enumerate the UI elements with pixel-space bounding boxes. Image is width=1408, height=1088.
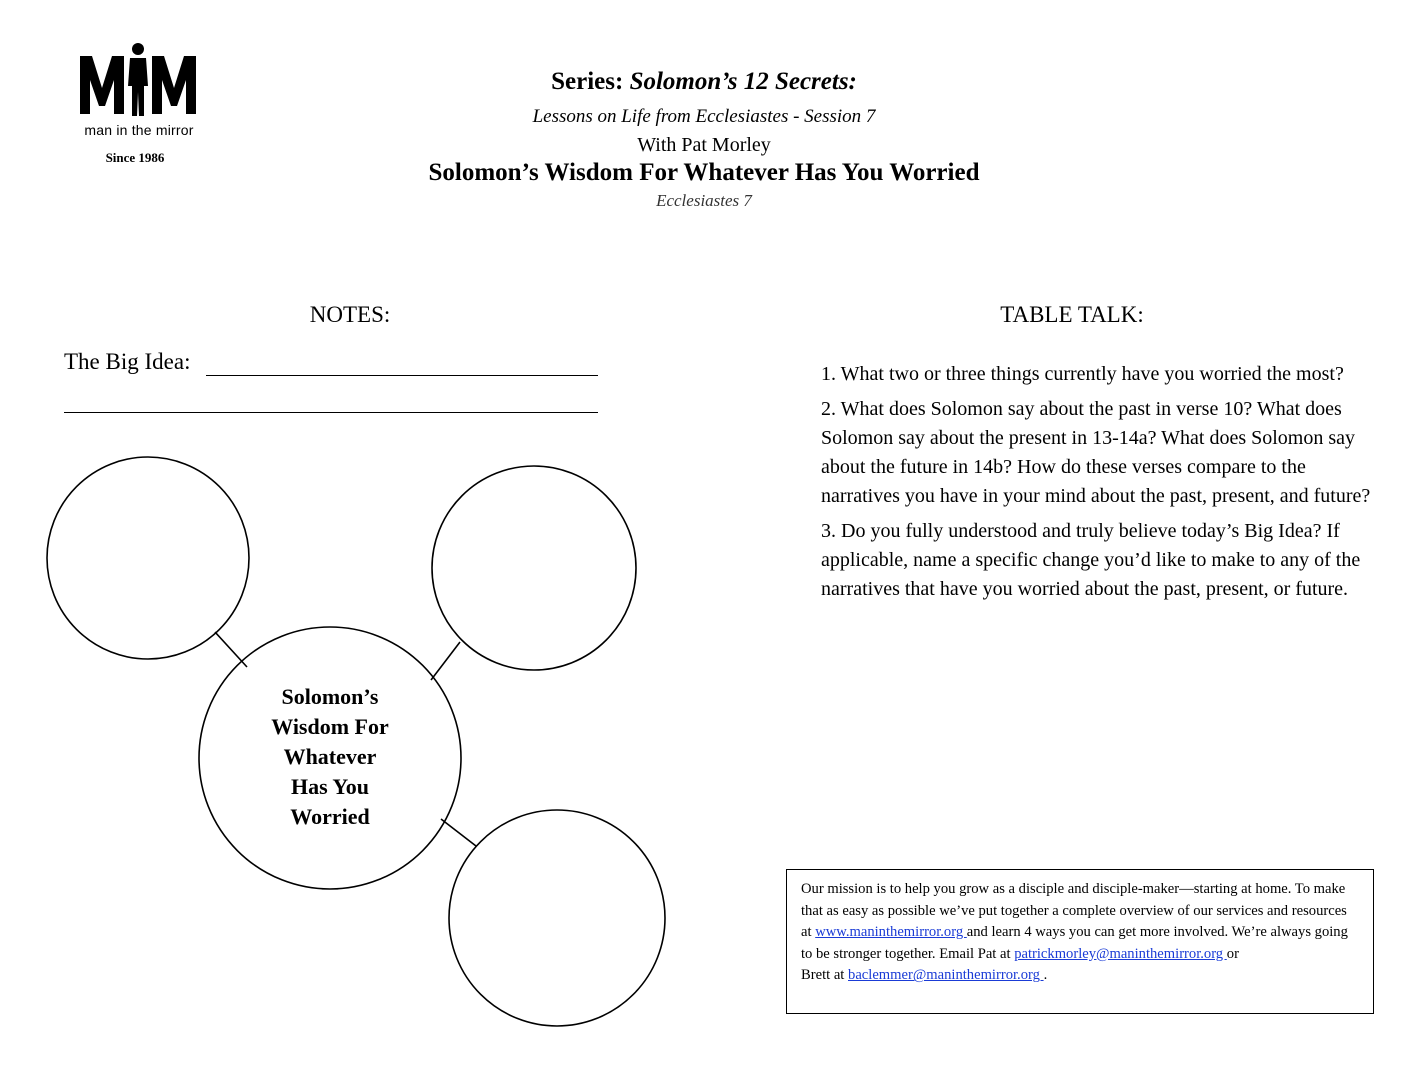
mission-text-5: . — [1043, 967, 1048, 984]
hub-label-line: Whatever — [283, 744, 377, 769]
hub-label-line: Wisdom For — [271, 714, 389, 739]
top-left-circle — [47, 457, 249, 659]
connector-top-left — [215, 632, 247, 667]
page-title: Solomon’s Wisdom For Whatever Has You Worried — [428, 159, 980, 186]
mission-text-3: or — [1226, 945, 1239, 962]
series-title: Solomon’s 12 Secrets: — [629, 68, 857, 95]
mission-box — [786, 869, 1374, 1014]
top-right-circle — [432, 466, 636, 670]
question-2: 2. What does Solomon say about the past in verse 10? What does Solomon say about the present in 13-14a? What does Solomon say about the future in 14b? How do these verses compare to the narratives you have in your mind about the past, present, and future? — [821, 398, 1371, 507]
logo-tagline: man in the mirror — [84, 122, 194, 138]
mission-text-2: and learn 4 ways you can get more involved. We’re always going to be stronger together. Email Pat at — [801, 924, 1348, 962]
mission-text-1: Our mission is to help you grow as a disciple and disciple-maker—starting at home. To make that as easy as possible we’ve put together a complete overview of our services and resources at — [801, 881, 1347, 941]
logo-since: Since 1986 — [105, 150, 165, 165]
hub-label — [230, 682, 430, 832]
big-idea-label: The Big Idea: — [64, 349, 191, 374]
session-subtitle: Lessons on Life from Ecclesiastes - Session 7 — [532, 106, 876, 127]
hub-label-line: Solomon’s — [281, 684, 379, 709]
big-idea-blank-line-1 — [206, 351, 598, 376]
question-1: 1. What two or three things currently have you worried the most? — [821, 363, 1344, 385]
scripture-reference: Ecclesiastes 7 — [656, 191, 752, 210]
mission-text-4: Brett at — [801, 967, 849, 984]
table-talk-heading: TABLE TALK: — [1000, 302, 1144, 327]
brett-email-link[interactable]: baclemmer@maninthemirror.org — [848, 967, 1044, 984]
hub-label-line: Has You — [290, 774, 370, 799]
series-line — [0, 68, 1408, 96]
connector-bottom-right — [441, 819, 476, 846]
question-3: 3. Do you fully understood and truly believe today’s Big Idea? If applicable, name a specific change you’d like to make to any of the narratives that have you worried about the past, present, or future. — [821, 520, 1361, 600]
connector-top-right — [431, 642, 460, 680]
bottom-right-circle — [449, 810, 665, 1026]
website-link[interactable]: www.maninthemirror.org — [815, 924, 967, 941]
pat-email-link[interactable]: patrickmorley@maninthemirror.org — [1014, 945, 1227, 962]
series-prefix: Series: — [551, 68, 630, 95]
table-talk-questions — [821, 360, 1381, 610]
big-idea-blank-line-2 — [64, 396, 598, 413]
presenter: With Pat Morley — [637, 134, 771, 156]
notes-heading: NOTES: — [309, 302, 391, 327]
hub-label-line: Worried — [290, 804, 370, 829]
